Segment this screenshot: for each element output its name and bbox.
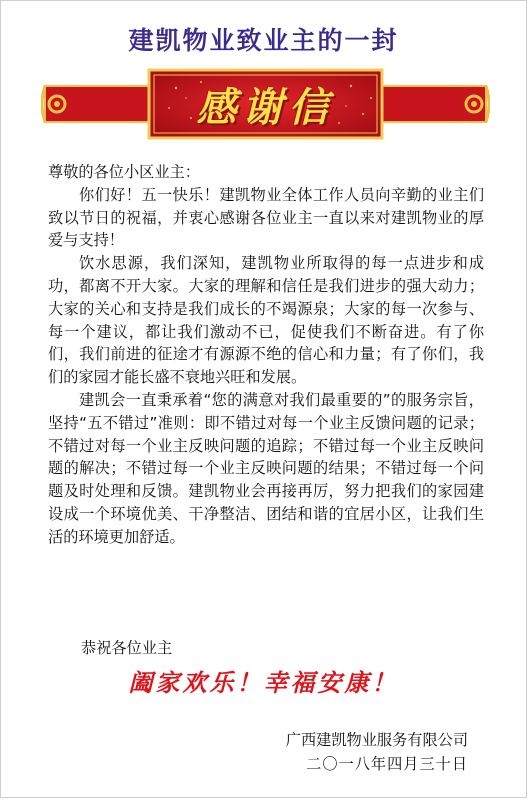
paragraph-1: 你们好！五一快乐！建凯物业全体工作人员向辛勤的业主们致以节日的祝福，并衷心感谢各位业主一直以来对建凯物业的厚爱与支持！: [48, 185, 484, 250]
banner-title: 感谢信: [196, 83, 335, 131]
page-title: 建凯物业致业主的一封: [128, 26, 399, 55]
letter-body: [48, 161, 484, 549]
closing-line: 恭祝各位业主: [81, 639, 173, 657]
greeting: 尊敬的各位小区业主：: [48, 163, 200, 181]
signature-date: 二〇一八年四月三十日: [306, 755, 468, 773]
wish-line: 阖家欢乐！幸福安康！: [128, 668, 399, 697]
thank-you-banner: [41, 68, 490, 140]
paragraph-2: 饮水思源，我们深知，建凯物业所取得的每一点进步和成功，都离不开大家。大家的理解和信任是我们进步的强大动力；大家的关心和支持是我们成长的不竭源泉；大家的每一次参与、每一个建议，都让我们激动不已，促使我们不断奋进。有了你们，我们前进的征途才有源源不绝的信心和力量；有了你们，我们的家园才能长盛不衰地兴旺和发展。: [48, 254, 484, 387]
signature-company: 广西建凯物业服务有限公司: [285, 731, 468, 749]
paragraph-3: 建凯会一直秉承着“您的满意对我们最重要的”的服务宗旨，坚持“五不错过”准则：即不错过对每一个业主反馈问题的记录；不错过对每一个业主反映问题的追踪；不错过每一个业主反映问题的解决；不错过每一个业主反映问题的结果；不错过每一个问题及时处理和反馈。建凯物业会再接再厉，努力把我们的家园建设成一个环境优美、干净整洁、团结和谐的宜居小区，让我们生活的环境更加舒适。: [48, 390, 484, 546]
